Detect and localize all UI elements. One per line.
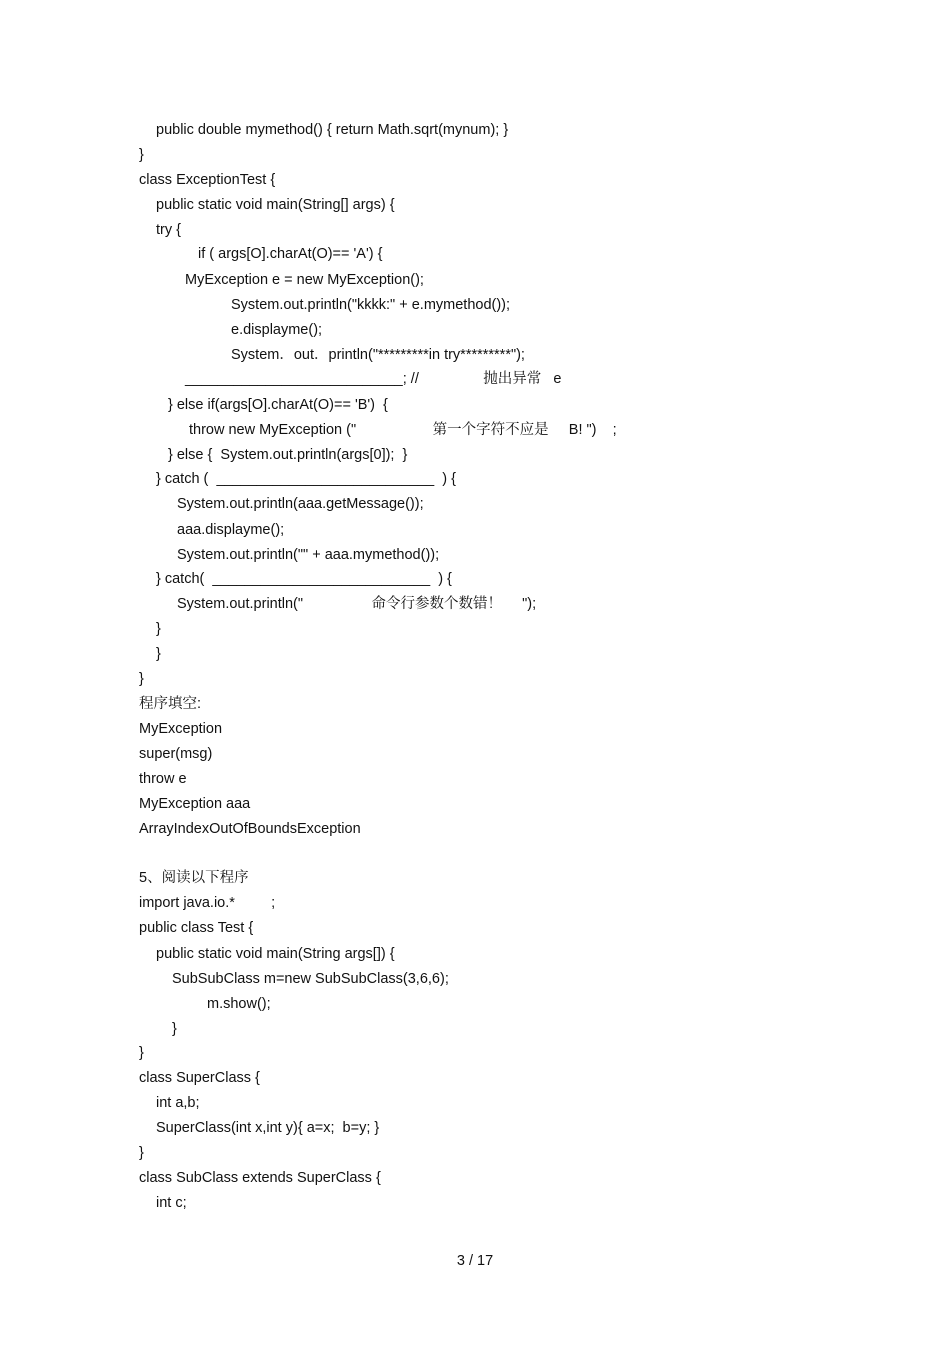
answer-heading: 程序填空:	[139, 696, 202, 712]
code-line: int a,b;	[156, 1095, 200, 1111]
code-line: System.out.println("kkkk:" + e.mymethod());	[231, 297, 511, 313]
page-number: 3 / 17	[456, 1253, 494, 1269]
code-line: public class Test {	[139, 920, 254, 936]
code-line: }	[156, 621, 161, 637]
code-line: if ( args[O].charAt(O)== 'A') {	[198, 246, 383, 262]
code-line: class SuperClass {	[139, 1070, 260, 1086]
code-line: public static void main(String[] args) {	[156, 197, 395, 213]
code-line: m.show();	[207, 996, 271, 1012]
code-line: }	[139, 671, 144, 687]
answer-line: ArrayIndexOutOfBoundsException	[139, 821, 361, 837]
code-line: SubSubClass m=new SubSubClass(3,6,6);	[172, 971, 449, 987]
code-line: System.out.println("" + aaa.mymethod());	[177, 547, 440, 563]
code-line: int c;	[156, 1195, 187, 1211]
code-line: }	[156, 646, 161, 662]
code-line: SuperClass(int x,int y){ a=x; b=y; }	[156, 1120, 380, 1136]
code-line: } else if(args[O].charAt(O)== 'B') {	[168, 397, 388, 413]
code-line: public static void main(String args[]) {	[156, 946, 395, 962]
answer-line: super(msg)	[139, 746, 213, 762]
code-line: aaa.displayme();	[177, 522, 285, 538]
answer-line: MyException aaa	[139, 796, 251, 812]
code-line: try {	[156, 222, 181, 238]
fill-blank-line: } catch ( ___________________________ ) {	[156, 471, 456, 487]
question-heading: 5、阅读以下程序	[139, 870, 249, 886]
code-line: System．out．println("*********in try*********");	[231, 347, 525, 363]
fill-blank-line: ___________________________; // 抛出异常 e	[185, 371, 562, 387]
code-line: MyException e = new MyException();	[185, 272, 424, 288]
code-line: e.displayme();	[231, 322, 323, 338]
code-line: }	[139, 1045, 144, 1061]
code-line: } else { System.out.println(args[0]); }	[168, 447, 408, 463]
answer-line: throw e	[139, 771, 187, 787]
code-line: System.out.println(aaa.getMessage());	[177, 496, 424, 512]
code-line: System.out.println(" 命令行参数个数错！ ");	[177, 596, 537, 612]
code-line: throw new MyException (" 第一个字符不应是 B! ") ;	[189, 422, 617, 438]
code-line: import java.io.* ;	[139, 895, 276, 911]
code-line: }	[139, 147, 144, 163]
code-line: }	[139, 1145, 144, 1161]
code-line: }	[172, 1021, 177, 1037]
code-line: class SubClass extends SuperClass {	[139, 1170, 381, 1186]
answer-line: MyException	[139, 721, 223, 737]
code-line: public double mymethod() { return Math.sqrt(mynum); }	[156, 122, 509, 138]
code-line: class ExceptionTest {	[139, 172, 276, 188]
fill-blank-line: } catch( ___________________________ ) {	[156, 571, 452, 587]
